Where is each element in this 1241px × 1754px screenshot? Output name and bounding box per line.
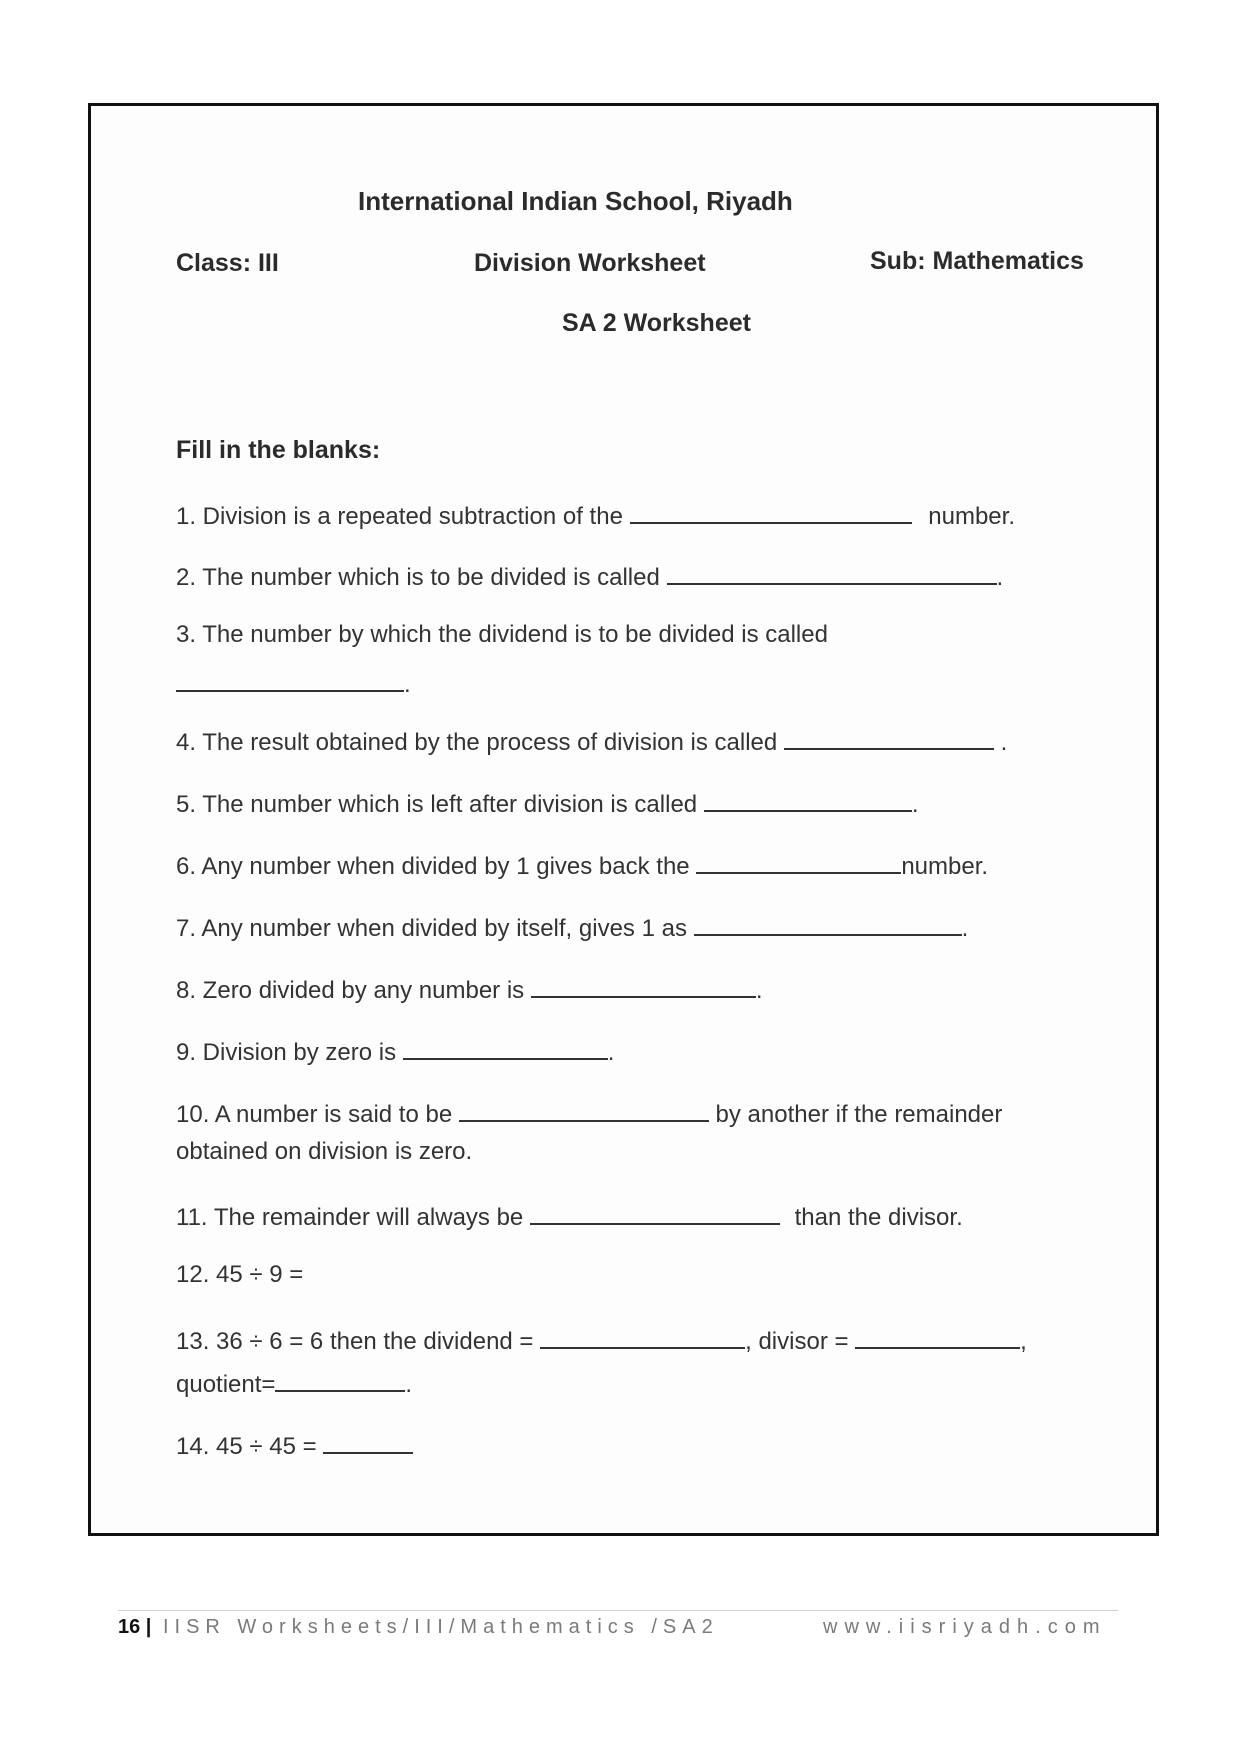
question-14 — [176, 1428, 413, 1461]
answer-blank-7[interactable] — [694, 910, 962, 936]
question-5-suffix: . — [911, 791, 919, 818]
question-13-suffix: . — [405, 1371, 413, 1398]
question-3-suffix: . — [404, 671, 411, 698]
question-1-text: 1. Division is a repeated subtraction of the — [176, 503, 623, 530]
question-5-text: 5. The number which is left after division is called — [176, 791, 698, 818]
question-9-text: 9. Division by zero is — [176, 1039, 397, 1066]
footer-path: IISR Worksheets/III/Mathematics /SA2 — [151, 1616, 719, 1638]
question-3-line-2 — [176, 666, 411, 699]
question-12 — [176, 1261, 303, 1289]
question-10-text: 10. A number is said to be — [176, 1101, 453, 1128]
question-2-suffix: . — [996, 564, 1004, 591]
answer-blank-13-divisor[interactable] — [855, 1323, 1020, 1349]
exam-label: SA 2 Worksheet — [562, 309, 751, 337]
answer-blank-11[interactable] — [530, 1199, 780, 1225]
question-6 — [176, 848, 988, 881]
question-14-text: 14. 45 ÷ 45 = — [176, 1433, 317, 1460]
section-title: Fill in the blanks: — [176, 436, 381, 464]
question-3 — [176, 621, 828, 649]
answer-blank-4[interactable] — [784, 724, 994, 750]
question-10 — [176, 1096, 1002, 1129]
question-6-suffix: number. — [901, 853, 989, 880]
answer-blank-5[interactable] — [704, 786, 912, 812]
question-13-text: 13. 36 ÷ 6 = 6 then the dividend = — [176, 1328, 534, 1355]
question-8-text: 8. Zero divided by any number is — [176, 977, 525, 1004]
question-12-text: 12. 45 ÷ 9 = — [176, 1261, 304, 1288]
question-13-line-2 — [176, 1366, 412, 1399]
answer-blank-1[interactable] — [630, 498, 912, 524]
class-label: Class: III — [176, 249, 279, 277]
subject-label: Sub: Mathematics — [870, 247, 1084, 275]
question-3-text: 3. The number by which the dividend is to be divided is called — [176, 621, 828, 648]
question-8-suffix: . — [755, 977, 763, 1004]
answer-blank-13-quotient[interactable] — [275, 1366, 405, 1392]
question-13-comma: , — [1020, 1328, 1027, 1355]
worksheet-title: Division Worksheet — [474, 249, 706, 277]
question-11-suffix: than the divisor. — [794, 1204, 963, 1231]
question-6-text: 6. Any number when divided by 1 gives back the — [176, 853, 690, 880]
question-4-text: 4. The result obtained by the process of division is called — [176, 729, 778, 756]
school-name: International Indian School, Riyadh — [358, 186, 793, 216]
question-9-suffix: . — [607, 1039, 615, 1066]
question-7-suffix: . — [961, 915, 969, 942]
answer-blank-9[interactable] — [403, 1034, 608, 1060]
worksheet-frame — [88, 103, 1159, 1536]
question-1-suffix: number. — [928, 503, 1015, 530]
question-11-text: 11. The remainder will always be — [176, 1204, 524, 1231]
question-4-suffix: . — [1000, 729, 1008, 756]
footer-divider — [118, 1610, 1118, 1611]
question-10-line-2 — [176, 1138, 472, 1166]
question-8 — [176, 972, 763, 1005]
answer-blank-10[interactable] — [459, 1096, 709, 1122]
answer-blank-3[interactable] — [176, 666, 404, 692]
question-2-text: 2. The number which is to be divided is called — [176, 564, 660, 591]
question-13 — [176, 1323, 1027, 1356]
question-7 — [176, 910, 968, 943]
question-4 — [176, 724, 1007, 757]
answer-blank-14[interactable] — [323, 1428, 413, 1454]
question-5 — [176, 786, 918, 819]
answer-blank-2[interactable] — [667, 559, 997, 585]
page-number: 16 | — [118, 1616, 152, 1638]
question-7-text: 7. Any number when divided by itself, gives 1 as — [176, 915, 687, 942]
footer — [118, 1616, 1107, 1639]
question-13-quotient-label: quotient= — [176, 1371, 276, 1398]
answer-blank-8[interactable] — [531, 972, 756, 998]
question-13-divisor-label: , divisor = — [745, 1328, 849, 1355]
footer-website[interactable]: www.iisriyadh.com — [823, 1616, 1107, 1638]
question-9 — [176, 1034, 614, 1067]
question-1 — [176, 498, 1015, 531]
question-10-continuation: obtained on division is zero. — [176, 1138, 473, 1165]
answer-blank-13-dividend[interactable] — [540, 1323, 745, 1349]
question-2 — [176, 559, 1003, 592]
answer-blank-6[interactable] — [696, 848, 901, 874]
question-11 — [176, 1199, 963, 1232]
question-10-suffix: by another if the remainder — [715, 1101, 1003, 1128]
